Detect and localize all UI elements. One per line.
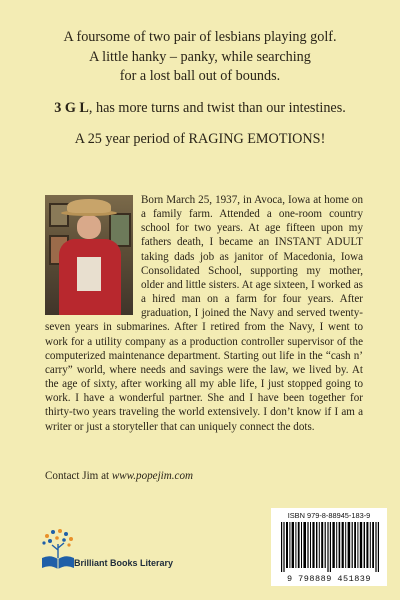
blurb-line-5: A 25 year period of RAGING EMOTIONS!: [74, 131, 326, 147]
contact-line: [45, 470, 193, 482]
publisher-logo: [38, 528, 174, 576]
isbn-barcode: [271, 508, 387, 586]
blurb-line-2: A little hanky – panky, while searching: [89, 48, 311, 65]
author-bio: [45, 193, 363, 434]
author-photo: [45, 195, 133, 315]
back-cover-blurb: [20, 28, 380, 150]
blurb-line-3: for a lost ball out of bounds.: [119, 68, 281, 84]
isbn-text: ISBN 979-8-88945-183-9: [287, 511, 371, 520]
publisher-name: Brilliant Books Literary: [74, 558, 174, 568]
blurb-line-1: A foursome of two pair of lesbians playing golf.: [63, 29, 337, 45]
book-title-short: 3 G L: [54, 99, 89, 116]
contact-label: Contact Jim at: [45, 470, 112, 482]
blurb-tagline: [20, 99, 380, 119]
tagline-rest: , has more turns and twist than our intestines.: [88, 99, 346, 116]
barcode-digits: 9 798889 451839: [286, 574, 371, 584]
barcode-bars: [281, 522, 379, 572]
open-book-tree-icon: [38, 528, 78, 574]
author-website-link[interactable]: www.popejim.com: [111, 470, 194, 482]
author-bio-text: Born March 25, 1937, in Avoca, Iowa at home on a family farm. Attended a one-room country school for two years. At age fifteen upon my fathers death, I became an INSTANT ADULT taking dads job as janitor of Macedonia, Iowa Consolidated School, supporting my mother, older and little sisters. At age sixteen, I worked as a hired man on a farm for four years. After graduation, I joined the Navy and served twenty-seven years in submarines. After I retired from the Navy, I went to work for a utility company as a production controller supervisor of the computerized maintenance department. Starting out life in the “cash n’ carry” world, where needs and savings were the law, we lived by. At the age of sixty, after working all my able life, I just stopped going to work. I have a wonderful partner. She and I have been together for thirty-two years traveling the world extensively. I don’t know if I am a writer or just a storyteller that can uniquely connect the dots.: [45, 194, 363, 433]
